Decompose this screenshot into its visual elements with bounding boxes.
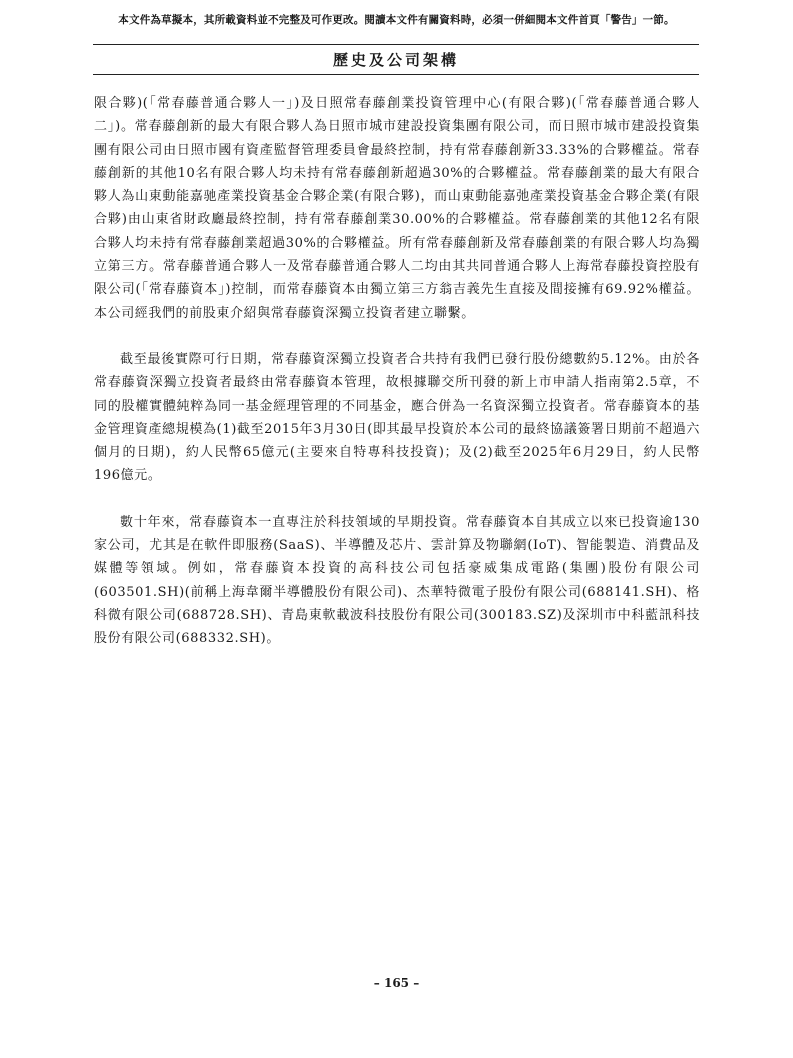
section-title: 歷史及公司架構 — [332, 51, 459, 69]
draft-warning-header: 本文件為草擬本，其所載資料並不完整及可作更改。閱讀本文件有關資料時，必須一併細閱本文件首頁「警告」一節。 — [118, 14, 675, 26]
paragraph-continued: 限合夥)(「常春藤普通合夥人一」)及日照常春藤創業投資管理中心(有限合夥)(「常春藤普通合夥人二」)。常春藤創新的最大有限合夥人為日照市城市建設投資集團有限公司，而日照市城市建設投資集團有限公司由日照市國有資產監督管理委員會最終控制，持有常春藤創新33.33%的合夥權益。常春藤創新的其他10名有限合夥人均未持有常春藤創新超過30%的合夥權益。常春藤創業的最大有限合夥人為山東動能嘉驰產業投資基金合夥企業(有限合夥)，而山東動能嘉弛產業投資基金合夥企業(有限合夥)由山東省財政廳最終控制，持有常春藤創業30.00%的合夥權益。常春藤創業的其他12名有限合夥人均未持有常春藤創業超過30%的合夥權益。所有常春藤創新及常春藤創業的有限合夥人均為獨立第三方。常春藤普通合夥人一及常春藤普通合夥人二均由其共同普通合夥人上海常春藤投資控股有限公司(「常春藤資本」)控制，而常春藤資本由獨立第三方翁吉義先生直接及間接擁有69.92%權益。本公司經我們的前股東介紹與常春藤資深獨立投資者建立聯繫。 — [94, 96, 700, 321]
header-bottom-rule — [93, 74, 699, 75]
header-top-rule — [93, 44, 699, 45]
paragraph-investment-focus: 數十年來，常春藤資本一直專注於科技領域的早期投資。常春藤資本自其成立以來已投資逾130家公司，尤其是在軟件即服務(SaaS)、半導體及芯片、雲計算及物聯網(IoT)、智能製造、消費品及媒體等領域。例如，常春藤資本投資的高科技公司包括豪威集成電路(集團)股份有限公司(603501.SH)(前稱上海韋爾半導體股份有限公司)、杰華特微電子股份有限公司(688141.SH)、格科微有限公司(688728.SH)、青島東軟載波科技股份有限公司(300183.SZ)及深圳市中科藍訊科技股份有限公司(688332.SH)。 — [94, 514, 700, 647]
body-text — [94, 92, 700, 651]
paragraph-shareholding: 截至最後實際可行日期，常春藤資深獨立投資者合共持有我們已發行股份總數約5.12%。由於各常春藤資深獨立投資者最終由常春藤資本管理，故根據聯交所刊發的新上市申請人指南第2.5章，不同的股權實體純粹為同一基金經理管理的不同基金，應合併為一名資深獨立投資者。常春藤資本的基金管理資產總規模為(1)截至2015年3月30日(即其最早投資於本公司的最終協議簽署日期前不超過六個月的日期)，約人民幣65億元(主要來自特專科技投資)；及(2)截至2025年6月29日，約人民幣196億元。 — [94, 351, 700, 484]
page-number: – 165 – — [373, 976, 420, 990]
